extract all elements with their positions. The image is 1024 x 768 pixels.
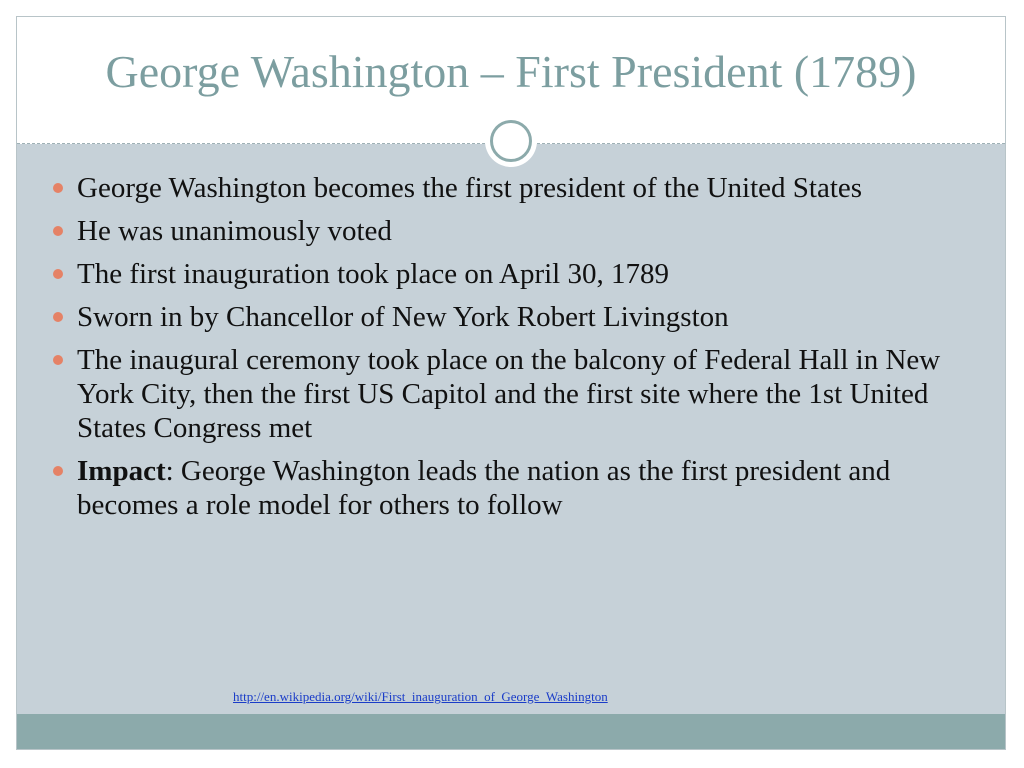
bullet-text: : George Washington leads the nation as the first president and becomes a role model for others to follow: [77, 455, 891, 521]
bullet-text: The inaugural ceremony took place on the balcony of Federal Hall in New York City, then the first US Capitol and the first site where the 1st United States Congress met: [77, 344, 941, 444]
bullet-dot-icon: [53, 269, 63, 279]
bullet-item: [53, 257, 973, 291]
bullet-text: The first inauguration took place on April 30, 1789: [77, 258, 669, 290]
impact-label: Impact: [77, 455, 166, 487]
bottom-bar: [17, 714, 1005, 749]
bullet-item-impact: [53, 454, 973, 522]
bullet-item: [53, 300, 973, 334]
bullet-dot-icon: [53, 226, 63, 236]
bullet-dot-icon: [53, 312, 63, 322]
bullet-item: [53, 214, 973, 248]
bullet-list: [53, 171, 973, 531]
bullet-item: [53, 343, 973, 445]
bullet-text: Sworn in by Chancellor of New York Robert Livingston: [77, 301, 729, 333]
bullet-dot-icon: [53, 183, 63, 193]
bullet-dot-icon: [53, 466, 63, 476]
bullet-text: George Washington becomes the first president of the United States: [77, 172, 863, 204]
slide-title: George Washington – First President (1789): [105, 46, 917, 97]
circle-ornament-icon: [490, 120, 532, 162]
bullet-item: [53, 171, 973, 205]
bullet-text: He was unanimously voted: [77, 215, 392, 247]
source-link[interactable]: http://en.wikipedia.org/wiki/First_inauguration_of_George_Washington: [233, 689, 608, 704]
bullet-dot-icon: [53, 355, 63, 365]
slide: [16, 16, 1006, 750]
